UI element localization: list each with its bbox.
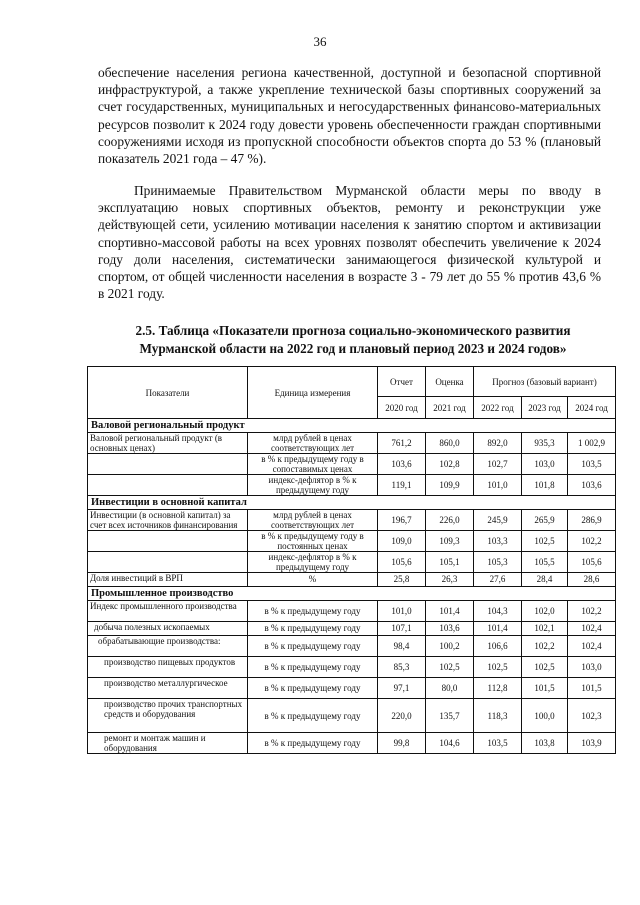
value-2022: 101,0 — [474, 475, 522, 496]
paragraph-government-measures: Принимаемые Правительством Мурманской области меры по вводу в эксплуатацию новых спортивных объектов, ремонту и реконструкции уже действующей сети, усилению мотивации населения к занятию спортом и активизации спортивно-массовой работы на всех уровнях позволят обеспечить увеличение к 2024 году доли населения, систематически занимающегося физической культурой и спортом, от общей численности населения в возрасте 3 - 79 лет до 55 % против 43,6 % в 2021 году. — [98, 183, 601, 302]
value-2024: 1 002,9 — [568, 433, 616, 454]
forecast-table — [87, 366, 616, 754]
value-2022: 101,4 — [474, 622, 522, 636]
value-2024: 103,6 — [568, 475, 616, 496]
value-2022: 892,0 — [474, 433, 522, 454]
header-year-2023: 2023 год — [522, 397, 568, 419]
row-indicator: производство пищевых продуктов — [88, 657, 248, 678]
header-year-2024: 2024 год — [568, 397, 616, 419]
value-2020: 98,4 — [378, 636, 426, 657]
value-2022: 27,6 — [474, 573, 522, 587]
value-2023: 101,8 — [522, 475, 568, 496]
value-2024: 102,3 — [568, 699, 616, 733]
row-indicator — [88, 475, 248, 496]
value-2022: 102,7 — [474, 454, 522, 475]
value-2020: 220,0 — [378, 699, 426, 733]
value-2020: 109,0 — [378, 531, 426, 552]
value-2020: 25,8 — [378, 573, 426, 587]
value-2022: 103,5 — [474, 733, 522, 754]
value-2023: 100,0 — [522, 699, 568, 733]
value-2020: 761,2 — [378, 433, 426, 454]
value-2021: 102,8 — [426, 454, 474, 475]
value-2022: 102,5 — [474, 657, 522, 678]
header-unit: Единица измерения — [248, 367, 378, 419]
row-unit: % — [248, 573, 378, 587]
row-indicator: производство металлургическое — [88, 678, 248, 699]
section-investments: Инвестиции в основной капитал — [88, 496, 616, 510]
value-2020: 97,1 — [378, 678, 426, 699]
value-2022: 104,3 — [474, 601, 522, 622]
row-indicator: Индекс промышленного производства — [88, 601, 248, 622]
value-2023: 103,8 — [522, 733, 568, 754]
value-2023: 935,3 — [522, 433, 568, 454]
value-2021: 105,1 — [426, 552, 474, 573]
value-2021: 103,6 — [426, 622, 474, 636]
value-2020: 103,6 — [378, 454, 426, 475]
value-2024: 103,0 — [568, 657, 616, 678]
value-2021: 104,6 — [426, 733, 474, 754]
row-unit: в % к предыдущему году — [248, 636, 378, 657]
header-year-2021: 2021 год — [426, 397, 474, 419]
header-year-2022: 2022 год — [474, 397, 522, 419]
row-unit: в % к предыдущему году — [248, 733, 378, 754]
header-forecast: Прогноз (базовый вариант) — [474, 367, 616, 397]
row-unit: в % к предыдущему году — [248, 678, 378, 699]
value-2024: 101,5 — [568, 678, 616, 699]
value-2023: 102,5 — [522, 657, 568, 678]
value-2024: 102,2 — [568, 601, 616, 622]
row-indicator — [88, 454, 248, 475]
value-2024: 103,5 — [568, 454, 616, 475]
value-2023: 105,5 — [522, 552, 568, 573]
header-estimate: Оценка — [426, 367, 474, 397]
value-2021: 226,0 — [426, 510, 474, 531]
page-number: 36 — [313, 34, 327, 49]
value-2023: 28,4 — [522, 573, 568, 587]
row-unit: в % к предыдущему году — [248, 657, 378, 678]
value-2021: 80,0 — [426, 678, 474, 699]
row-indicator: производство прочих транспортных средств и оборудования — [88, 699, 248, 733]
value-2023: 102,2 — [522, 636, 568, 657]
value-2022: 118,3 — [474, 699, 522, 733]
row-unit: млрд рублей в ценах соответствующих лет — [248, 510, 378, 531]
row-unit: в % к предыдущему году в постоянных ценах — [248, 531, 378, 552]
row-unit: в % к предыдущему году в сопоставимых ценах — [248, 454, 378, 475]
row-unit: индекс-дефлятор в % к предыдущему году — [248, 552, 378, 573]
row-unit: индекс-дефлятор в % к предыдущему году — [248, 475, 378, 496]
value-2023: 265,9 — [522, 510, 568, 531]
header-year-2020: 2020 год — [378, 397, 426, 419]
value-2023: 103,0 — [522, 454, 568, 475]
value-2021: 100,2 — [426, 636, 474, 657]
value-2020: 101,0 — [378, 601, 426, 622]
value-2024: 102,4 — [568, 636, 616, 657]
value-2022: 103,3 — [474, 531, 522, 552]
row-unit: в % к предыдущему году — [248, 622, 378, 636]
row-indicator: Инвестиции (в основной капитал) за счет всех источников финансирования — [88, 510, 248, 531]
value-2024: 105,6 — [568, 552, 616, 573]
value-2024: 28,6 — [568, 573, 616, 587]
value-2021: 102,5 — [426, 657, 474, 678]
value-2021: 109,9 — [426, 475, 474, 496]
header-report: Отчет — [378, 367, 426, 397]
row-indicator — [88, 531, 248, 552]
value-2021: 860,0 — [426, 433, 474, 454]
value-2023: 102,0 — [522, 601, 568, 622]
value-2024: 286,9 — [568, 510, 616, 531]
value-2023: 101,5 — [522, 678, 568, 699]
section-industry: Промышленное производство — [88, 587, 616, 601]
value-2020: 105,6 — [378, 552, 426, 573]
row-indicator: ремонт и монтаж машин и оборудования — [88, 733, 248, 754]
section-grp: Валовой региональный продукт — [88, 419, 616, 433]
paragraph-sport-infrastructure: обеспечение населения региона качественной, доступной и безопасной спортивной инфраструктурой, а также укрепление технической базы спортивных сооружений за счет государственных, муниципальных и негосударственных финансово-материальных ресурсов позволит к 2024 году довести уровень обеспеченности граждан спортивными сооружениями исходя из пропускной способности объектов спорта до 53 % (плановый показатель 2021 года – 47 %). — [98, 65, 601, 167]
value-2022: 105,3 — [474, 552, 522, 573]
value-2023: 102,5 — [522, 531, 568, 552]
value-2020: 119,1 — [378, 475, 426, 496]
value-2021: 26,3 — [426, 573, 474, 587]
row-unit: в % к предыдущему году — [248, 601, 378, 622]
row-indicator: обрабатывающие производства: — [88, 636, 248, 657]
value-2022: 245,9 — [474, 510, 522, 531]
value-2020: 85,3 — [378, 657, 426, 678]
row-indicator: добыча полезных ископаемых — [88, 622, 248, 636]
value-2020: 196,7 — [378, 510, 426, 531]
value-2022: 112,8 — [474, 678, 522, 699]
row-indicator — [88, 552, 248, 573]
row-indicator: Валовой региональный продукт (в основных ценах) — [88, 433, 248, 454]
value-2022: 106,6 — [474, 636, 522, 657]
value-2021: 135,7 — [426, 699, 474, 733]
header-indicators: Показатели — [88, 367, 248, 419]
value-2021: 101,4 — [426, 601, 474, 622]
value-2023: 102,1 — [522, 622, 568, 636]
value-2020: 99,8 — [378, 733, 426, 754]
section-title: 2.5. Таблица «Показатели прогноза социально-экономического развития Мурманской области на 2022 год и плановый период 2023 и 2024 годов» — [135, 323, 571, 356]
value-2024: 103,9 — [568, 733, 616, 754]
value-2020: 107,1 — [378, 622, 426, 636]
value-2024: 102,2 — [568, 531, 616, 552]
row-unit: млрд рублей в ценах соответствующих лет — [248, 433, 378, 454]
value-2024: 102,4 — [568, 622, 616, 636]
value-2021: 109,3 — [426, 531, 474, 552]
row-indicator: Доля инвестиций в ВРП — [88, 573, 248, 587]
row-unit: в % к предыдущему году — [248, 699, 378, 733]
